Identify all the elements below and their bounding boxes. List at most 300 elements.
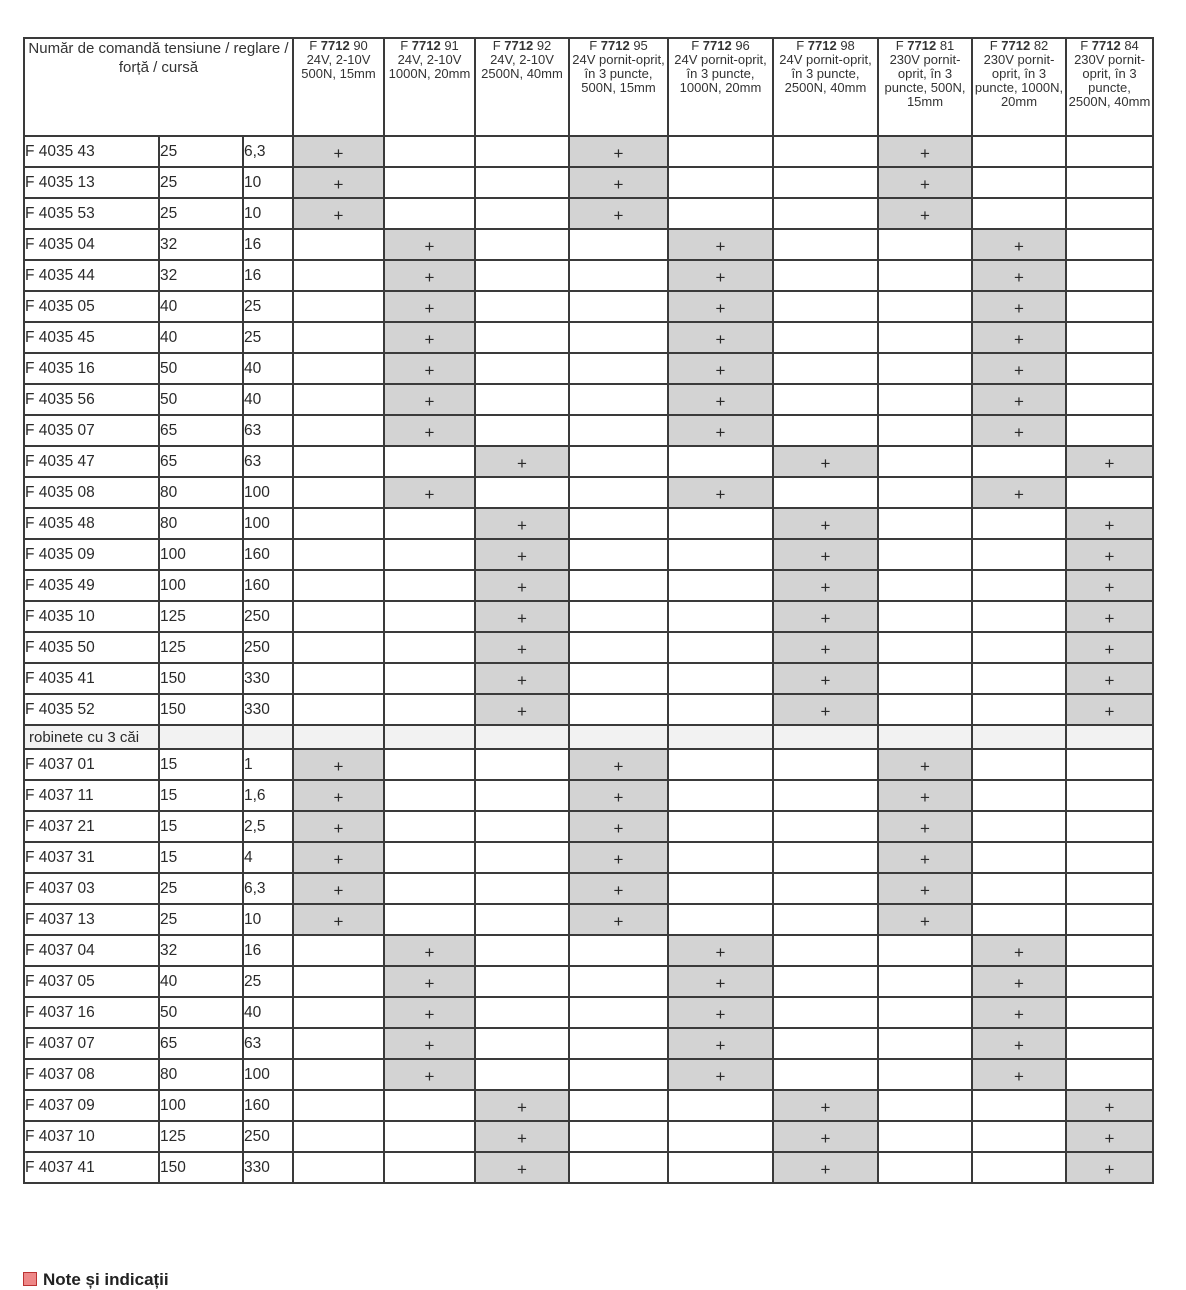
dn-cell: 15: [159, 811, 243, 842]
valve-code-cell: F 4035 13: [24, 167, 159, 198]
empty-cell: [475, 997, 569, 1028]
actuator-header-82: F 7712 82 230V pornit-oprit, în 3 puncte, 1000N, 20mm: [972, 38, 1066, 136]
compatible-mark-cell: +: [668, 1059, 773, 1090]
compatible-mark-cell: +: [384, 1028, 475, 1059]
compatible-mark-cell: +: [384, 291, 475, 322]
valve-code-cell: F 4035 56: [24, 384, 159, 415]
empty-cell: [384, 873, 475, 904]
compatible-mark-cell: +: [569, 780, 668, 811]
valve-code-cell: F 4035 53: [24, 198, 159, 229]
compatible-mark-cell: +: [773, 446, 878, 477]
compatible-mark-cell: +: [773, 1090, 878, 1121]
empty-cell: [1066, 291, 1153, 322]
valve-code-cell: F 4035 45: [24, 322, 159, 353]
empty-cell: [569, 508, 668, 539]
valve-code-cell: F 4037 16: [24, 997, 159, 1028]
empty-cell: [293, 353, 384, 384]
compatible-mark-cell: +: [569, 167, 668, 198]
table-row: [24, 749, 1153, 780]
empty-cell: [475, 229, 569, 260]
table-row: [24, 384, 1153, 415]
actuator-header-96: F 7712 96 24V pornit-oprit, în 3 puncte, 1000N, 20mm: [668, 38, 773, 136]
dn-cell: 125: [159, 601, 243, 632]
kvs-cell: 63: [243, 1028, 293, 1059]
empty-cell: [293, 663, 384, 694]
section-cell: [293, 725, 384, 749]
empty-cell: [569, 601, 668, 632]
compatible-mark-cell: +: [384, 477, 475, 508]
compatible-mark-cell: +: [972, 260, 1066, 291]
compatible-mark-cell: +: [972, 353, 1066, 384]
empty-cell: [773, 198, 878, 229]
empty-cell: [878, 966, 972, 997]
empty-cell: [475, 966, 569, 997]
empty-cell: [668, 749, 773, 780]
empty-cell: [1066, 229, 1153, 260]
empty-cell: [972, 904, 1066, 935]
three-way-valves-body: [24, 749, 1153, 1183]
empty-cell: [293, 1028, 384, 1059]
empty-cell: [569, 935, 668, 966]
table-row: [24, 167, 1153, 198]
empty-cell: [569, 1121, 668, 1152]
empty-cell: [475, 873, 569, 904]
dn-cell: 25: [159, 904, 243, 935]
empty-cell: [475, 749, 569, 780]
compatible-mark-cell: +: [668, 384, 773, 415]
table-row: [24, 694, 1153, 725]
compatible-mark-cell: +: [972, 935, 1066, 966]
empty-cell: [972, 198, 1066, 229]
valve-code-cell: F 4035 04: [24, 229, 159, 260]
empty-cell: [668, 663, 773, 694]
empty-cell: [668, 601, 773, 632]
dn-cell: 150: [159, 1152, 243, 1183]
actuator-header-98: F 7712 98 24V pornit-oprit, în 3 puncte, 2500N, 40mm: [773, 38, 878, 136]
empty-cell: [773, 229, 878, 260]
compatible-mark-cell: +: [773, 663, 878, 694]
empty-cell: [384, 1090, 475, 1121]
compatible-mark-cell: +: [668, 353, 773, 384]
compatible-mark-cell: +: [668, 477, 773, 508]
table-row: [24, 873, 1153, 904]
kvs-cell: 10: [243, 198, 293, 229]
compatible-mark-cell: +: [384, 997, 475, 1028]
empty-cell: [878, 663, 972, 694]
empty-cell: [878, 1059, 972, 1090]
empty-cell: [384, 446, 475, 477]
empty-cell: [293, 260, 384, 291]
empty-cell: [475, 167, 569, 198]
dn-cell: 80: [159, 508, 243, 539]
compatible-mark-cell: +: [878, 842, 972, 873]
table-row: [24, 260, 1153, 291]
empty-cell: [773, 842, 878, 873]
empty-cell: [293, 997, 384, 1028]
empty-cell: [475, 198, 569, 229]
empty-cell: [475, 811, 569, 842]
valve-code-cell: F 4035 16: [24, 353, 159, 384]
empty-cell: [384, 601, 475, 632]
dn-cell: 80: [159, 477, 243, 508]
empty-cell: [878, 1090, 972, 1121]
valve-code-cell: F 4035 49: [24, 570, 159, 601]
kvs-cell: 16: [243, 935, 293, 966]
empty-cell: [475, 136, 569, 167]
empty-cell: [972, 1152, 1066, 1183]
empty-cell: [293, 446, 384, 477]
compatible-mark-cell: +: [773, 508, 878, 539]
empty-cell: [293, 291, 384, 322]
section-body: [24, 725, 1153, 749]
empty-cell: [1066, 873, 1153, 904]
valve-code-cell: F 4037 11: [24, 780, 159, 811]
dn-cell: 15: [159, 842, 243, 873]
compatible-mark-cell: +: [878, 780, 972, 811]
empty-cell: [773, 811, 878, 842]
kvs-cell: 25: [243, 322, 293, 353]
empty-cell: [668, 198, 773, 229]
empty-cell: [878, 260, 972, 291]
table-row: [24, 415, 1153, 446]
kvs-cell: 25: [243, 966, 293, 997]
empty-cell: [878, 694, 972, 725]
compatible-mark-cell: +: [1066, 632, 1153, 663]
empty-cell: [878, 1152, 972, 1183]
section-cell: [475, 725, 569, 749]
valve-code-cell: F 4035 44: [24, 260, 159, 291]
empty-cell: [773, 780, 878, 811]
dn-cell: 25: [159, 198, 243, 229]
table-row: [24, 508, 1153, 539]
empty-cell: [668, 508, 773, 539]
empty-cell: [972, 873, 1066, 904]
kvs-cell: 6,3: [243, 873, 293, 904]
compatible-mark-cell: +: [668, 322, 773, 353]
empty-cell: [293, 570, 384, 601]
empty-cell: [475, 260, 569, 291]
compatible-mark-cell: +: [475, 663, 569, 694]
empty-cell: [972, 632, 1066, 663]
dn-cell: 100: [159, 1090, 243, 1121]
table-row: [24, 322, 1153, 353]
dn-cell: 15: [159, 780, 243, 811]
kvs-cell: 100: [243, 1059, 293, 1090]
empty-cell: [384, 749, 475, 780]
empty-cell: [668, 873, 773, 904]
empty-cell: [384, 904, 475, 935]
compatible-mark-cell: +: [475, 1152, 569, 1183]
empty-cell: [293, 229, 384, 260]
empty-cell: [878, 415, 972, 446]
empty-cell: [384, 136, 475, 167]
valve-code-cell: F 4037 13: [24, 904, 159, 935]
empty-cell: [384, 167, 475, 198]
empty-cell: [293, 1090, 384, 1121]
empty-cell: [475, 842, 569, 873]
empty-cell: [384, 780, 475, 811]
compatible-mark-cell: +: [293, 749, 384, 780]
empty-cell: [668, 167, 773, 198]
compatible-mark-cell: +: [1066, 570, 1153, 601]
section-cell: [159, 725, 243, 749]
dn-cell: 40: [159, 322, 243, 353]
compatible-mark-cell: +: [972, 1028, 1066, 1059]
kvs-cell: 40: [243, 384, 293, 415]
empty-cell: [569, 477, 668, 508]
empty-cell: [384, 694, 475, 725]
empty-cell: [878, 570, 972, 601]
empty-cell: [1066, 966, 1153, 997]
empty-cell: [1066, 811, 1153, 842]
compatible-mark-cell: +: [384, 935, 475, 966]
compatible-mark-cell: +: [293, 167, 384, 198]
empty-cell: [972, 749, 1066, 780]
compatible-mark-cell: +: [475, 601, 569, 632]
compatible-mark-cell: +: [1066, 508, 1153, 539]
empty-cell: [878, 1121, 972, 1152]
compatible-mark-cell: +: [475, 570, 569, 601]
compatible-mark-cell: +: [293, 904, 384, 935]
empty-cell: [293, 477, 384, 508]
dn-cell: 25: [159, 873, 243, 904]
section-cell: [878, 725, 972, 749]
dn-cell: 150: [159, 663, 243, 694]
table-row: [24, 997, 1153, 1028]
empty-cell: [293, 601, 384, 632]
compatible-mark-cell: +: [384, 260, 475, 291]
kvs-cell: 6,3: [243, 136, 293, 167]
empty-cell: [1066, 198, 1153, 229]
compatible-mark-cell: +: [384, 353, 475, 384]
kvs-cell: 330: [243, 694, 293, 725]
compatible-mark-cell: +: [569, 842, 668, 873]
dn-cell: 100: [159, 539, 243, 570]
compatible-mark-cell: +: [1066, 1090, 1153, 1121]
empty-cell: [569, 446, 668, 477]
kvs-cell: 40: [243, 353, 293, 384]
empty-cell: [475, 384, 569, 415]
empty-cell: [668, 811, 773, 842]
dn-cell: 50: [159, 353, 243, 384]
valve-code-cell: F 4035 43: [24, 136, 159, 167]
compatible-mark-cell: +: [569, 904, 668, 935]
compatible-mark-cell: +: [1066, 1152, 1153, 1183]
empty-cell: [293, 1152, 384, 1183]
corner-header: Număr de comandă tensiune / reglare / forță / cursă: [24, 38, 293, 136]
empty-cell: [293, 322, 384, 353]
empty-cell: [878, 353, 972, 384]
empty-cell: [773, 966, 878, 997]
table-header-row: [24, 38, 1153, 136]
compatible-mark-cell: +: [569, 136, 668, 167]
compatible-mark-cell: +: [1066, 601, 1153, 632]
compatible-mark-cell: +: [1066, 694, 1153, 725]
valve-code-cell: F 4035 09: [24, 539, 159, 570]
valve-code-cell: F 4035 48: [24, 508, 159, 539]
table-row: [24, 842, 1153, 873]
empty-cell: [668, 780, 773, 811]
empty-cell: [878, 384, 972, 415]
compatible-mark-cell: +: [668, 966, 773, 997]
compatible-mark-cell: +: [972, 229, 1066, 260]
valve-code-cell: F 4037 07: [24, 1028, 159, 1059]
empty-cell: [972, 811, 1066, 842]
empty-cell: [878, 477, 972, 508]
compatible-mark-cell: +: [668, 935, 773, 966]
compatible-mark-cell: +: [384, 322, 475, 353]
section-cell: [243, 725, 293, 749]
valve-code-cell: F 4037 21: [24, 811, 159, 842]
compatible-mark-cell: +: [972, 291, 1066, 322]
compatible-mark-cell: +: [475, 508, 569, 539]
compatible-mark-cell: +: [293, 780, 384, 811]
empty-cell: [878, 508, 972, 539]
compatible-mark-cell: +: [475, 446, 569, 477]
actuator-header-84: F 7712 84 230V pornit-oprit, în 3 puncte, 2500N, 40mm: [1066, 38, 1153, 136]
compatible-mark-cell: +: [1066, 446, 1153, 477]
empty-cell: [569, 384, 668, 415]
table-row: [24, 1028, 1153, 1059]
empty-cell: [293, 539, 384, 570]
empty-cell: [972, 601, 1066, 632]
empty-cell: [475, 477, 569, 508]
empty-cell: [773, 167, 878, 198]
compatible-mark-cell: +: [384, 229, 475, 260]
empty-cell: [668, 904, 773, 935]
compatible-mark-cell: +: [972, 477, 1066, 508]
empty-cell: [878, 291, 972, 322]
compatible-mark-cell: +: [668, 291, 773, 322]
compatible-mark-cell: +: [972, 384, 1066, 415]
empty-cell: [773, 873, 878, 904]
compatible-mark-cell: +: [384, 1059, 475, 1090]
empty-cell: [773, 353, 878, 384]
compatible-mark-cell: +: [878, 873, 972, 904]
empty-cell: [1066, 322, 1153, 353]
empty-cell: [668, 446, 773, 477]
empty-cell: [475, 780, 569, 811]
dn-cell: 32: [159, 935, 243, 966]
valve-code-cell: F 4037 04: [24, 935, 159, 966]
valve-code-cell: F 4035 07: [24, 415, 159, 446]
empty-cell: [475, 935, 569, 966]
dn-cell: 65: [159, 415, 243, 446]
empty-cell: [293, 694, 384, 725]
empty-cell: [1066, 1059, 1153, 1090]
dn-cell: 32: [159, 260, 243, 291]
empty-cell: [569, 997, 668, 1028]
empty-cell: [668, 694, 773, 725]
empty-cell: [475, 291, 569, 322]
dn-cell: 40: [159, 966, 243, 997]
kvs-cell: 40: [243, 997, 293, 1028]
empty-cell: [1066, 260, 1153, 291]
section-row: [24, 725, 1153, 749]
valve-code-cell: F 4037 31: [24, 842, 159, 873]
empty-cell: [475, 415, 569, 446]
valve-code-cell: F 4037 08: [24, 1059, 159, 1090]
table-row: [24, 904, 1153, 935]
compatible-mark-cell: +: [972, 1059, 1066, 1090]
compatible-mark-cell: +: [1066, 663, 1153, 694]
section-cell: [384, 725, 475, 749]
valve-code-cell: F 4037 05: [24, 966, 159, 997]
table-row: [24, 780, 1153, 811]
empty-cell: [569, 260, 668, 291]
table-row: [24, 198, 1153, 229]
table-row: [24, 1059, 1153, 1090]
empty-cell: [773, 384, 878, 415]
empty-cell: [972, 663, 1066, 694]
empty-cell: [569, 229, 668, 260]
kvs-cell: 10: [243, 167, 293, 198]
compatible-mark-cell: +: [569, 198, 668, 229]
empty-cell: [569, 353, 668, 384]
empty-cell: [972, 446, 1066, 477]
table-row: [24, 601, 1153, 632]
empty-cell: [569, 663, 668, 694]
dn-cell: 50: [159, 384, 243, 415]
compatible-mark-cell: +: [1066, 1121, 1153, 1152]
actuator-header-90: F 7712 90 24V, 2-10V 500N, 15mm: [293, 38, 384, 136]
empty-cell: [1066, 842, 1153, 873]
empty-cell: [293, 1059, 384, 1090]
kvs-cell: 2,5: [243, 811, 293, 842]
compatible-mark-cell: +: [293, 198, 384, 229]
table-row: [24, 229, 1153, 260]
empty-cell: [972, 167, 1066, 198]
table-row: [24, 570, 1153, 601]
empty-cell: [878, 997, 972, 1028]
kvs-cell: 160: [243, 570, 293, 601]
compatible-mark-cell: +: [972, 322, 1066, 353]
empty-cell: [384, 842, 475, 873]
empty-cell: [1066, 749, 1153, 780]
empty-cell: [475, 1028, 569, 1059]
kvs-cell: 160: [243, 1090, 293, 1121]
compatible-mark-cell: +: [878, 167, 972, 198]
empty-cell: [972, 570, 1066, 601]
empty-cell: [293, 508, 384, 539]
compatible-mark-cell: +: [773, 694, 878, 725]
empty-cell: [569, 1090, 668, 1121]
empty-cell: [384, 198, 475, 229]
empty-cell: [773, 1028, 878, 1059]
empty-cell: [569, 966, 668, 997]
kvs-cell: 16: [243, 229, 293, 260]
kvs-cell: 100: [243, 477, 293, 508]
compatible-mark-cell: +: [668, 229, 773, 260]
empty-cell: [972, 694, 1066, 725]
empty-cell: [384, 508, 475, 539]
empty-cell: [972, 1090, 1066, 1121]
footnote: [23, 1270, 169, 1290]
table-row: [24, 1090, 1153, 1121]
valve-code-cell: F 4037 41: [24, 1152, 159, 1183]
empty-cell: [668, 632, 773, 663]
kvs-cell: 250: [243, 601, 293, 632]
empty-cell: [773, 477, 878, 508]
actuator-header-92: F 7712 92 24V, 2-10V 2500N, 40mm: [475, 38, 569, 136]
dn-cell: 125: [159, 1121, 243, 1152]
compatible-mark-cell: +: [972, 966, 1066, 997]
empty-cell: [773, 935, 878, 966]
empty-cell: [569, 1028, 668, 1059]
empty-cell: [569, 415, 668, 446]
empty-cell: [569, 570, 668, 601]
empty-cell: [878, 322, 972, 353]
